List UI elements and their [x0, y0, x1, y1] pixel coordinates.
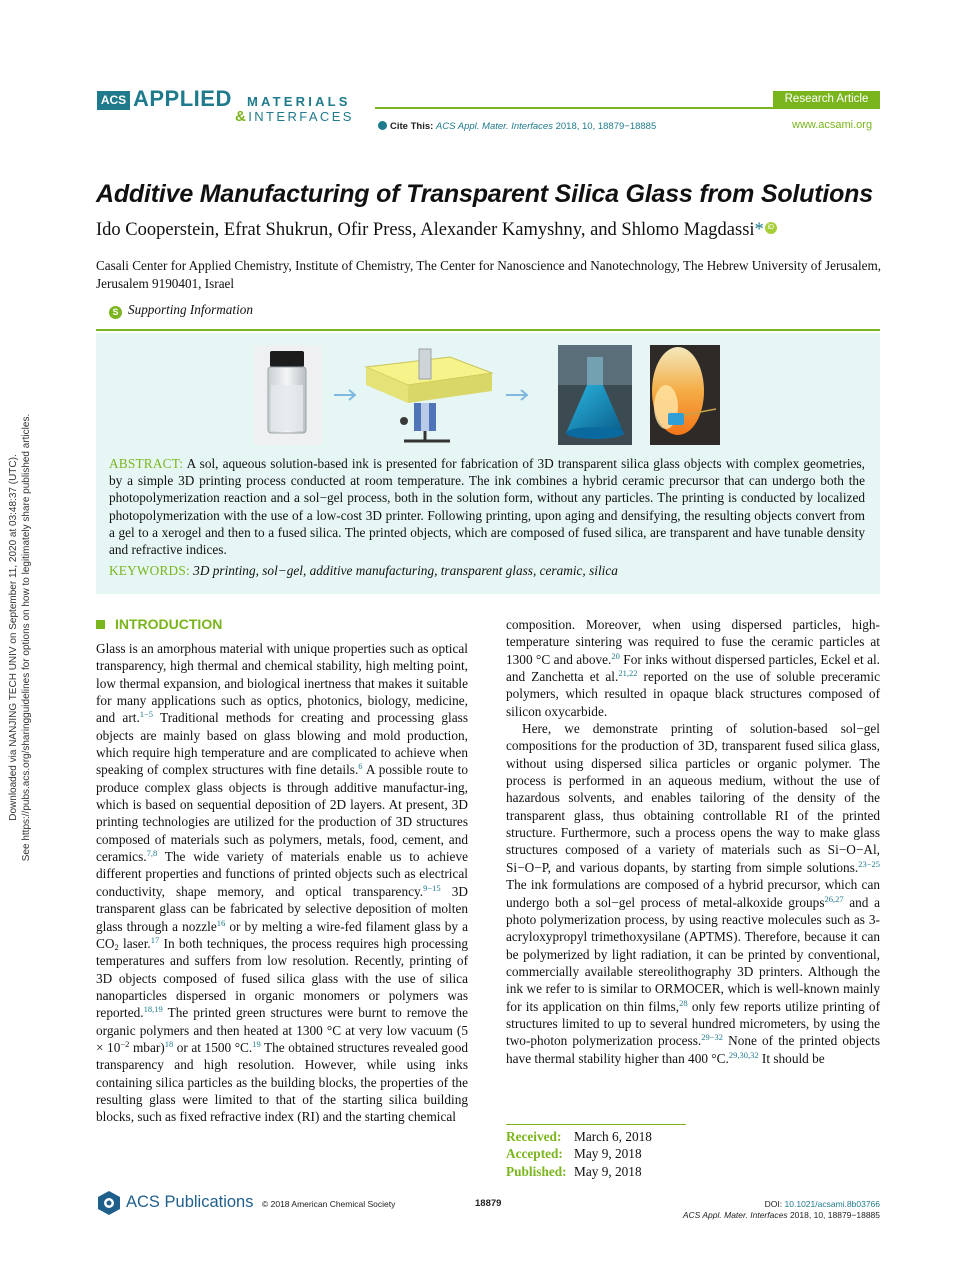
journal-logo	[97, 86, 362, 125]
vial-photo	[254, 345, 322, 445]
side-note-line: Downloaded via NANJING TECH UNIV on September 11, 2020 at 03:48:37 (UTC).	[8, 454, 19, 821]
intro-text: The printed green structures were burnt to remove the organic polymers and then heated at 1300 °C at very low vacuum (5 × 10	[96, 1005, 468, 1055]
citation-link[interactable]: 7,8	[146, 848, 158, 859]
printer-render	[366, 349, 492, 441]
logo-interfaces-line	[235, 108, 354, 125]
history-label: Accepted:	[506, 1146, 563, 1162]
history-accepted	[506, 1145, 880, 1162]
logo-acs-badge: ACS	[97, 91, 130, 110]
history-date: May 9, 2018	[574, 1146, 642, 1162]
supporting-info-link[interactable]	[109, 302, 253, 319]
keywords-line	[109, 563, 865, 579]
intro-paragraph	[506, 616, 880, 720]
citation-link[interactable]: 18,19	[143, 1004, 163, 1015]
cite-rest: 2018, 10, 18879−18885	[555, 121, 657, 132]
history-date: March 6, 2018	[574, 1129, 652, 1144]
intro-text: It should be	[758, 1050, 825, 1066]
intro-paragraph	[506, 720, 880, 1067]
doi-link[interactable]: 10.1021/acsami.8b03766	[784, 1199, 880, 1209]
citation-link[interactable]: 20	[611, 650, 620, 661]
keywords-list: 3D printing, sol−gel, additive manufacturing, transparent glass, ceramic, silica	[193, 563, 618, 578]
citation-link[interactable]: 28	[679, 997, 688, 1008]
footer-journal-rest: 2018, 10, 18879−18885	[789, 1210, 880, 1220]
intro-text: Traditional methods for creating and processing glass objects are mainly based on glass blowing and mold production, which require high temperature and are complicated to achieve when speaking of complex structures with fine details.	[96, 710, 468, 778]
cite-label: Cite This:	[390, 121, 434, 132]
citation-link[interactable]: 17	[150, 934, 160, 945]
intro-text: 3D transparent glass can be fabricated by selective deposition of molten glass through a nozzle	[96, 883, 468, 934]
history-date: May 9, 2018	[574, 1163, 642, 1179]
page-number: 18879	[475, 1198, 502, 1209]
footer-journal-reference	[683, 1210, 880, 1220]
intro-text: Here, we demonstrate printing of solution-based sol−gel compositions for the production of 3D, transparent fused silica glass, without using dispersed silica particles or organic polymer. The process is performed in an aqueous medium, without the use of hazardous solvents, and enables tailoring of the density of the transparent glass, thus obtaining controllable RI of the printed structure. Furthermore, such a process opens the way to make glass structures composed of a variety of materials such as Si−O−Al, Si−O−P, and various dopants, by starting from simple solutions.	[506, 721, 880, 875]
history-rule	[506, 1124, 686, 1125]
arrow-icon	[506, 390, 527, 400]
author-names: Ido Cooperstein, Efrat Shukrun, Ofir Press, Alexander Kamyshny, and Shlomo Magdassi	[96, 220, 755, 240]
intro-text: reported on the use of soluble preceramic polymers, which resulted in opaque black structures composed of silicon oxycarbide.	[506, 669, 880, 719]
intro-text: laser.	[118, 935, 151, 951]
toc-graphic	[254, 345, 720, 445]
citation-link[interactable]: 21,22	[618, 668, 638, 679]
side-note-text	[8, 385, 33, 890]
intro-text: Glass is an amorphous material with unique properties such as optical transparency, high thermal and chemical stability, high melting point, low thermal expansion, and biological inertness that makes it suitable for many applications such as optics, photonics, biology, medicine, and art.	[96, 641, 468, 726]
acs-hexagon-icon	[96, 1190, 122, 1216]
side-note-line[interactable]: See https://pubs.acs.org/sharingguidelines for options on how to legitimately share published articles.	[20, 413, 32, 862]
intro-text: None of the printed objects have thermal stability higher than 400 °C.	[506, 1033, 880, 1066]
citation-link[interactable]: 19	[252, 1038, 261, 1049]
intro-text: or by melting a wire-fed filament glass by a CO	[96, 918, 469, 951]
logo-applied-text: APPLIED	[133, 86, 232, 111]
author-list	[96, 220, 777, 241]
download-side-note	[8, 385, 30, 890]
citation-link[interactable]: 26,27	[824, 893, 844, 904]
citation-link[interactable]: 29,30,32	[728, 1049, 759, 1060]
intro-text: The wide variety of materials enable us to achieve different properties and functions of printed objects such as electrical conductivity, shape memory, and optical transparency.	[96, 849, 468, 899]
cite-reference[interactable]	[436, 121, 656, 132]
cite-journal: ACS Appl. Mater. Interfaces	[435, 121, 553, 132]
corresponding-author-mark: *	[754, 220, 764, 240]
supporting-info-label: Supporting Information	[128, 302, 253, 317]
abstract-top-rule	[96, 329, 880, 331]
exponent: −2	[120, 1038, 130, 1049]
citation-link[interactable]: 23−25	[858, 858, 880, 869]
copyright-notice: © 2018 American Chemical Society	[262, 1199, 396, 1209]
citation-link[interactable]: 18	[164, 1038, 174, 1049]
intro-text: composition. Moreover, when using dispersed particles, high-temperature sintering was required to fuse the ceramic particles at 1300 °C and above.	[506, 617, 880, 667]
flask-photo	[558, 345, 632, 445]
intro-text: The obtained structures revealed good transparency and high resolution. However, while using inks containing silica particles as the building blocks, the properties of the resulting glass were limited to that of the starting silica building blocks, such as fixed refractive index (RI) and the starting chemical	[96, 1039, 469, 1125]
citation-link[interactable]: 29−32	[701, 1032, 724, 1043]
history-label: Received:	[506, 1129, 562, 1144]
cite-line[interactable]	[378, 121, 656, 132]
doi-line	[765, 1199, 880, 1209]
publisher-name: ACS Publications	[126, 1193, 254, 1211]
intro-text: A possible route to produce complex glass objects is through additive manufactur-ing, which is based on sequential deposition of 2D layers. At present, 3D printing technologies are utilized for the production of 3D structures composed of materials such as polymers, metals, food, cement, and ceramics.	[96, 762, 468, 865]
arrow-icon	[334, 390, 355, 400]
logo-materials-text: MATERIALS	[247, 94, 351, 109]
intro-right-column	[506, 616, 880, 1067]
section-heading-introduction	[96, 616, 222, 632]
intro-text: and a photo polymerization process, by using reactive molecules such as 3-acryloxypropyl trimethoxysilane (APTMS). Therefore, because it can be polymerized by light radiation, it can be printed by conventional, commercially available stereolithography 3D printers. Although the ink we refer to is similar to ORMOCER, which is well-known mainly for its application on thin films,	[506, 894, 880, 1014]
intro-text: In both techniques, the process requires high processing temperatures and suffers from low resolution. Recently, printing of 3D objects composed of fused silica glass with the use of silica nanoparticles dispersed in organic monomers or polymers was reported.	[96, 935, 469, 1021]
acs-publications-logo[interactable]	[96, 1190, 254, 1220]
journal-website-link[interactable]: www.acsami.org	[792, 119, 873, 131]
keywords-label: KEYWORDS:	[109, 563, 190, 578]
doi-label: DOI:	[764, 1199, 783, 1209]
abstract-paragraph	[109, 455, 865, 558]
flame-photo	[650, 345, 720, 445]
article-title: Additive Manufacturing of Transparent Silica Glass from Solutions	[96, 180, 873, 208]
logo-ampersand: &	[235, 108, 249, 125]
intro-left-column	[96, 640, 468, 1126]
publication-history	[506, 1128, 880, 1180]
intro-text: For inks without dispersed particles, Eckel et al. and Zanchetta et al.	[506, 651, 881, 685]
article-type-badge: Research Article	[773, 91, 880, 108]
citation-link[interactable]: 1−5	[139, 709, 154, 720]
footer-journal-name: ACS Appl. Mater. Interfaces	[682, 1210, 788, 1220]
affiliation: Casali Center for Applied Chemistry, Institute of Chemistry, The Center for Nanoscience and Nanotechnology, The Hebrew University of Jerusalem, Jerusalem 9190401, Israel	[96, 258, 882, 291]
section-bullet-icon	[96, 620, 105, 629]
history-label: Published:	[506, 1163, 567, 1179]
intro-text: only few reports utilize printing of structures limited to up to several hundred micrometers, by using the two-photon polymerization process.	[506, 998, 880, 1049]
abstract-label: ABSTRACT:	[109, 456, 184, 471]
subscript: 2	[114, 941, 119, 952]
intro-text: or at 1500 °C.	[173, 1039, 253, 1055]
cite-icon[interactable]	[378, 121, 387, 130]
history-published	[506, 1163, 880, 1180]
history-received	[506, 1128, 880, 1145]
intro-text: mbar)	[129, 1039, 165, 1055]
citation-link[interactable]: 16	[216, 917, 226, 928]
logo-interfaces-text: INTERFACES	[248, 109, 354, 124]
intro-text: The ink formulations are composed of a hybrid precursor, which can undergo both a sol−gel process of metal-alkoxide groups	[506, 877, 880, 910]
citation-link[interactable]: 9−15	[423, 882, 441, 893]
orcid-icon[interactable]: iD	[765, 222, 777, 234]
supporting-info-icon: S	[109, 306, 122, 319]
abstract-body: A sol, aqueous solution-based ink is presented for fabrication of 3D transparent silica glass objects with complex geometries, by a simple 3D printing process conducted at room temperature. The ink combines a hybrid ceramic precursor that can undergo both the photopolymerization reaction and a sol−gel process, both in the solution form, without any particles. The printing is conducted by localized photopolymerization with the use of a low-cost 3D printer. Following printing, upon aging and densifying, the resulting objects convert from a gel to a xerogel and then to a fused silica. The printed objects, which are composed of fused silica, are transparent and have tunable density and refractive indices.	[109, 456, 865, 558]
section-heading-text: INTRODUCTION	[115, 616, 223, 632]
citation-link[interactable]: 6	[358, 761, 363, 772]
